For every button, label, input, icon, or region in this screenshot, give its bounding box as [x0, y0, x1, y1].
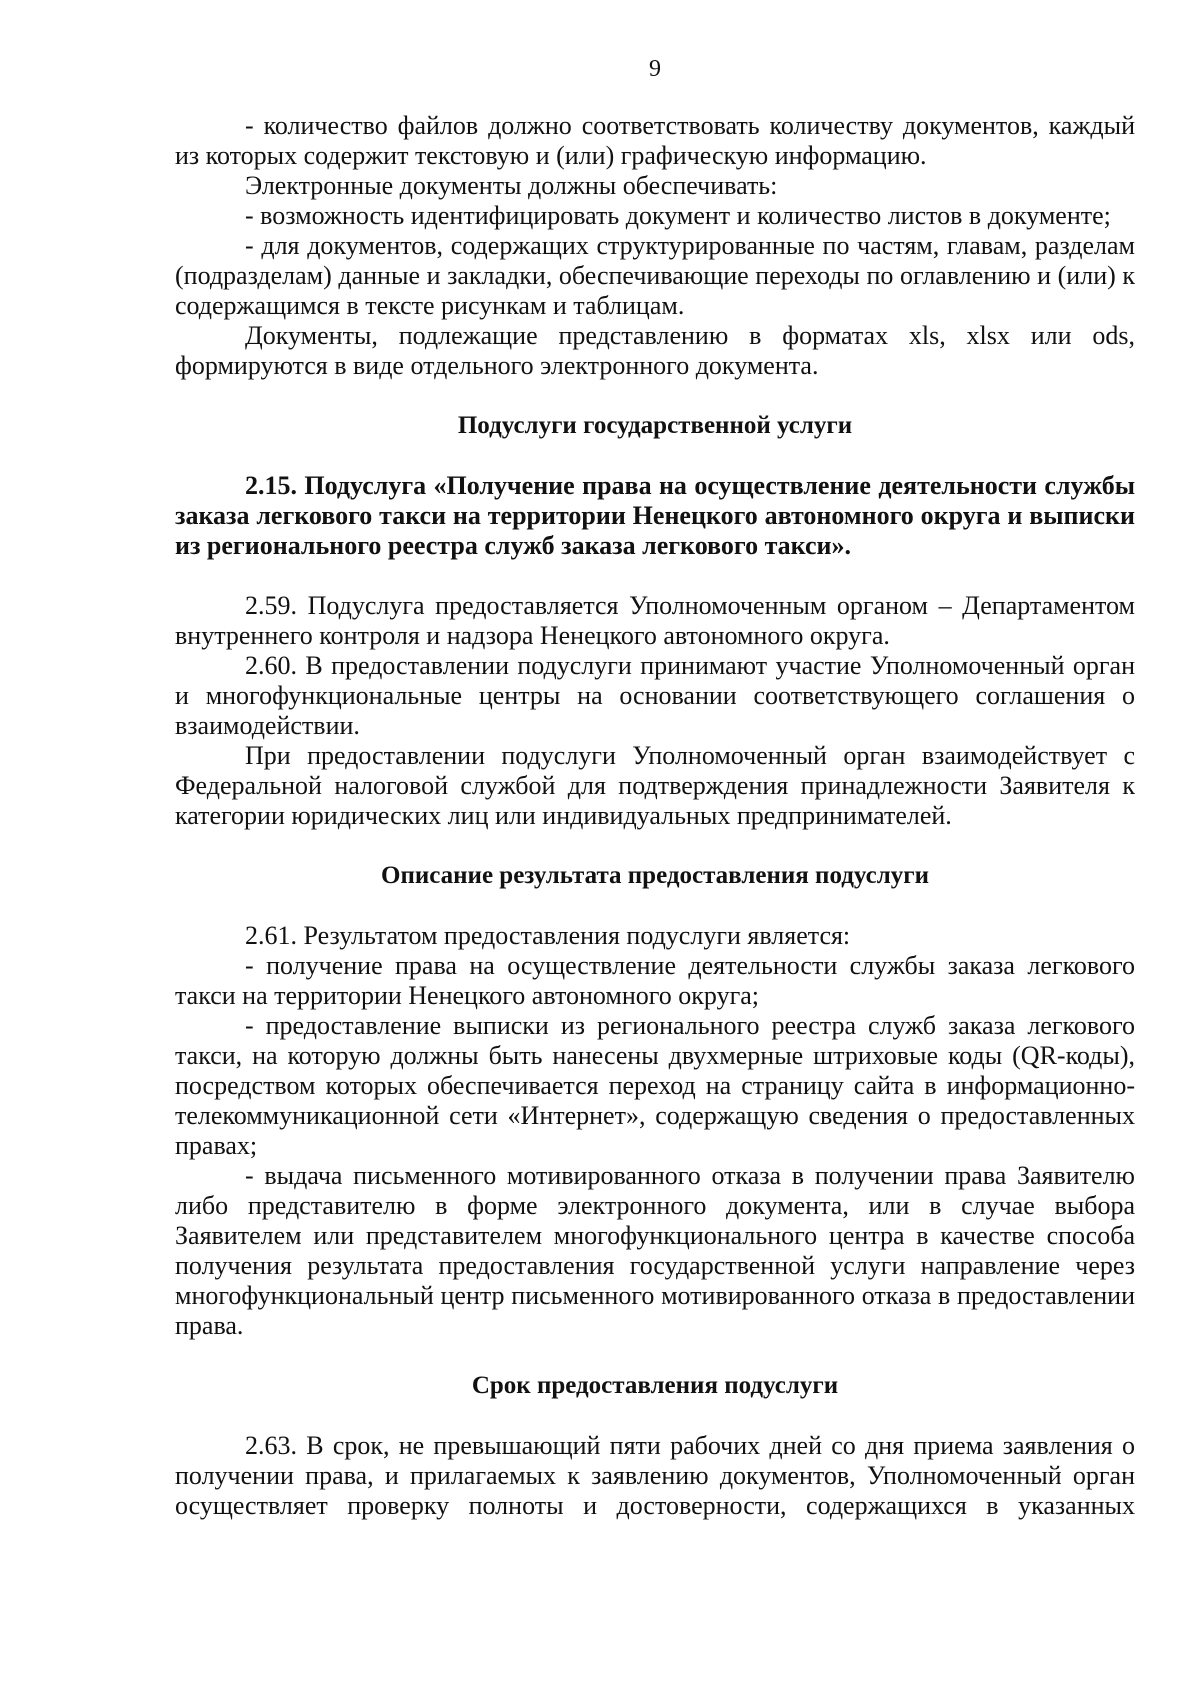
paragraph-identify-document: - возможность идентифицировать документ и количество листов в документе; [245, 201, 1111, 230]
paragraph-files-count: - количество файлов должно соответствовать количеству документов, каждый из которых содержит текстовую и (или) графическую информацию. [175, 111, 1135, 170]
paragraph-electronic-docs: Электронные документы должны обеспечивать: [245, 171, 778, 200]
paragraph-right-obtaining: - получение права на осуществление деятельности службы заказа легкового такси на территории Ненецкого автономного округа; [175, 951, 1135, 1010]
paragraph-2-61: 2.61. Результатом предоставления подуслуги является: [245, 921, 851, 950]
paragraph-xls-formats: Документы, подлежащие представлению в форматах xls, xlsx или ods, формируются в виде отдельного электронного документа. [175, 321, 1135, 380]
paragraph-2-59: 2.59. Подуслуга предоставляется Уполномоченным органом – Департаментом внутреннего контроля и надзора Ненецкого автономного округа. [175, 591, 1135, 650]
document-page [175, 55, 1135, 1521]
paragraph-interaction-fns: При предоставлении подуслуги Уполномоченный орган взаимодействует с Федеральной налоговой службой для подтверждения принадлежности Заявителя к категории юридических лиц или индивидуальных предпринимателей. [175, 741, 1135, 830]
heading-term: Срок предоставления подуслуги [471, 1372, 839, 1399]
page-number: 9 [649, 56, 661, 82]
heading-result-description: Описание результата предоставления подуслуги [381, 862, 929, 889]
paragraph-2-60: 2.60. В предоставлении подуслуги принимают участие Уполномоченный орган и многофункциональные центры на основании соответствующего соглашения о взаимодействии. [175, 651, 1135, 740]
paragraph-2-63: 2.63. В срок, не превышающий пяти рабочих дней со дня приема заявления о получении права, и прилагаемых к заявлению документов, Уполномоченный орган осуществляет проверку полноты и достоверности, содержащихся в указанных [175, 1431, 1135, 1520]
paragraph-registry-extract: - предоставление выписки из регионального реестра служб заказа легкового такси, на которую должны быть нанесены двухмерные штриховые коды (QR-коды), посредством которых обеспечивается переход на страницу сайта в информационно-телекоммуникационной сети «Интернет», содержащую сведения о предоставленных правах; [175, 1011, 1135, 1160]
paragraph-structured-docs: - для документов, содержащих структурированные по частям, главам, разделам (подразделам) данные и закладки, обеспечивающие переходы по оглавлению и (или) к содержащимся в тексте рисункам и таблицам. [175, 231, 1135, 320]
heading-subservices: Подуслуги государственной услуги [457, 412, 853, 439]
paragraph-refusal: - выдача письменного мотивированного отказа в получении права Заявителю либо представителю в форме электронного документа, или в случае выбора Заявителем или представителем многофункционального центра в качестве способа получения результата предоставления государственной услуги направление через многофункциональный центр письменного мотивированного отказа в предоставлении права. [175, 1161, 1135, 1340]
heading-subservice-2-15: 2.15. Подуслуга «Получение права на осуществление деятельности службы заказа легкового такси на территории Ненецкого автономного округа и выписки из регионального реестра служб заказа легкового такси». [175, 471, 1135, 560]
